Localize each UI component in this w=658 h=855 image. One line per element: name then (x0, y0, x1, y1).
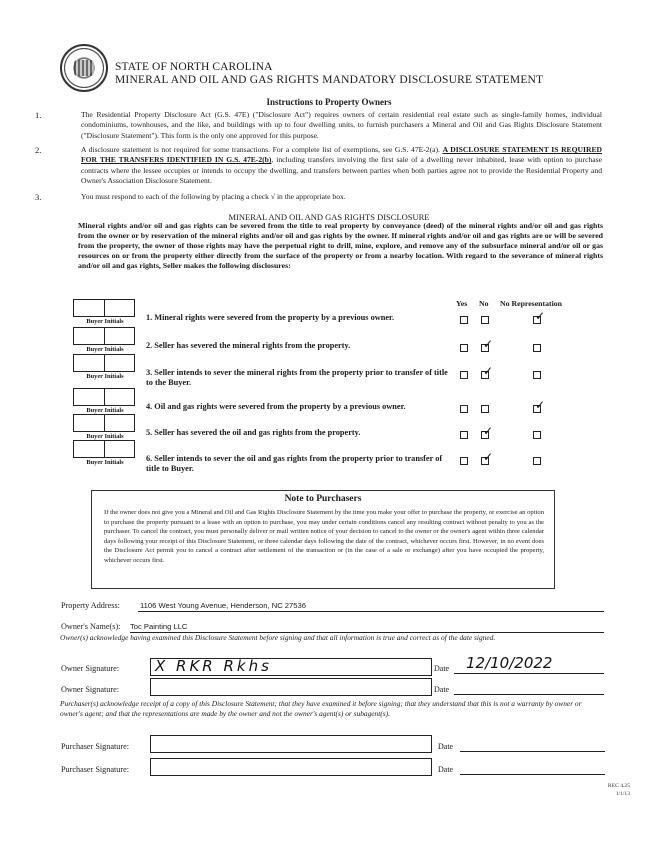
instruction-number-1: 1. (35, 110, 42, 120)
instructions-title: Instructions to Property Owners (266, 97, 392, 107)
instruction-2: A disclosure statement is not required for some transactions. For a complete list of exemptions, see G.S. 47E-2(a). A DISCLOSURE STATEMENT IS REQUIRED FOR THE TRANSFERS IDENTIFIED IN G.S. 47E-2(b), including transfers involving the first sale of a dwelling never inhabited, lease with option to purchase contracts where the lessee occupies or intends to occupy the dwelling, and transfers between parties when both parties agree not to provide the Residential Property and Owner's Association Disclosure Statement. (81, 145, 603, 185)
checkbox-yes[interactable] (460, 316, 468, 324)
purchaser-date-field-2[interactable] (460, 774, 605, 775)
instruction-number-3: 3. (35, 192, 42, 202)
buyer-initials-field[interactable] (73, 414, 135, 432)
checkbox-no-representation[interactable] (533, 405, 541, 413)
buyer-initials-field[interactable] (73, 299, 135, 317)
owner-signature-field-2[interactable] (150, 678, 432, 696)
buyer-initials-label: Buyer Initials (86, 373, 124, 380)
buyer-initials-label: Buyer Initials (86, 433, 124, 440)
property-address-field[interactable]: 1106 West Young Avenue, Henderson, NC 27536 (140, 601, 306, 610)
purchaser-signature-field-2[interactable] (150, 758, 432, 776)
purchaser-date-field-1[interactable] (460, 751, 605, 752)
note-to-purchasers (91, 490, 555, 589)
checkbox-no[interactable] (481, 457, 489, 465)
checkbox-no[interactable] (481, 344, 489, 352)
buyer-initials-field[interactable] (73, 327, 135, 345)
column-no-representation: No Representation (500, 299, 563, 308)
property-address-label: Property Address: (61, 601, 120, 610)
note-title: Note to Purchasers (284, 494, 362, 504)
checkbox-no[interactable] (481, 316, 489, 324)
purchaser-signature-label-2: Purchaser Signature: (61, 765, 129, 774)
owner-date-line-1 (454, 673, 604, 674)
disclosure-intro: Mineral rights and/or oil and gas rights can be severed from the title to real property by conveyance (deed) of the mineral rights and/or oil and gas rights from the owner or by reservation of the mineral rights and/or oil and gas rights by the owner. If mineral rights and/or oil and gas rights are or will be severed from the property, the owner of those rights may have the perpetual right to drill, mine, explore, and remove any of the subsurface mineral and/or oil or gas resources on or from the property either directly from the surface of the property or from a nearby location. With regard to the severance of mineral rights and/or oil and gas rights, Seller makes the following disclosures: (78, 221, 603, 270)
instruction-1: The Residential Property Disclosure Act (G.S. 47E) ("Disclosure Act") requires owners of certain residential real estate such as single-family homes, individual condominiums, townhouses, and the like, and buildings with up to four dwelling units, to furnish purchasers a Mineral and Oil and Gas Rights Disclosure Statement ("Disclosure Statement"). This form is the only one approved for this purpose. (81, 110, 602, 140)
property-address-line (138, 611, 604, 612)
column-yes: Yes (456, 299, 468, 308)
form-number: REC 4.25 (607, 783, 630, 789)
checkbox-no[interactable] (481, 431, 489, 439)
state-name: STATE OF NORTH CAROLINA (115, 61, 273, 73)
instruction-3: You must respond to each of the following by placing a check √ in the appropriate box. (81, 192, 346, 201)
purchaser-date-label-1: Date (438, 742, 454, 751)
checkbox-no-representation[interactable] (533, 457, 541, 465)
checkbox-yes[interactable] (460, 344, 468, 352)
buyer-initials-field[interactable] (73, 354, 135, 372)
buyer-initials-label: Buyer Initials (86, 459, 124, 466)
checkbox-yes[interactable] (460, 371, 468, 379)
disclosure-title: MINERAL AND OIL AND GAS RIGHTS DISCLOSURE (228, 212, 430, 222)
purchaser-acknowledgement: Purchaser(s) acknowledge receipt of a copy of this Disclosure Statement; that they have examined it before signing; that they understand that this is not a warranty by owner or owner's agent; and that the representations are made by the owner and not the owner's agent(s) or subagent(s). (60, 699, 582, 718)
buyer-initials-field[interactable] (73, 440, 135, 458)
owner-date-field-1[interactable]: 12/10/2022 (466, 654, 553, 672)
form-title: MINERAL AND OIL AND GAS RIGHTS MANDATORY DISCLOSURE STATEMENT (115, 74, 544, 86)
question-text: 5. Seller has severed the oil and gas rights from the property. (146, 428, 361, 437)
checkbox-yes[interactable] (460, 405, 468, 413)
owner-name-label: Owner's Name(s): (61, 622, 121, 631)
owner-signature-label-2: Owner Signature: (61, 685, 119, 694)
owner-signature-label-1: Owner Signature: (61, 664, 119, 673)
owner-date-label-1: Date (434, 664, 450, 673)
checkbox-yes[interactable] (460, 431, 468, 439)
question-text: 2. Seller has severed the mineral rights from the property. (146, 341, 351, 350)
column-no: No (479, 299, 489, 308)
checkbox-no[interactable] (481, 371, 489, 379)
note-body: If the owner does not give you a Mineral and Oil and Gas Rights Disclosure Statement by the time you make your offer to purchase the property, or exercise an option to purchase the property pursuant to a lease with an option to purchase, you may under certain conditions cancel any resulting contract without penalty to you as the purchaser. To cancel the contract, you must personally deliver or mail written notice of your decision to cancel to the owner or the owner's agent within three calendar days following your receipt of this Disclosure Statement, or three calendar days following the date of the contract, whichever occurs first. However, in no event does the Disclosure Act permit you to cancel a contract after settlement of the transaction or (in the case of a sale or exchange) after you have occupied the property, whichever occurs first. (104, 509, 544, 564)
owner-signature-field-1[interactable] (150, 658, 432, 676)
instruction-number-2: 2. (35, 145, 42, 155)
buyer-initials-label: Buyer Initials (86, 318, 124, 325)
owner-date-field-2[interactable] (454, 694, 604, 695)
purchaser-signature-field-1[interactable] (150, 735, 432, 753)
checkbox-yes[interactable] (460, 457, 468, 465)
purchaser-signature-label-1: Purchaser Signature: (61, 742, 129, 751)
buyer-initials-label: Buyer Initials (86, 407, 124, 414)
checkbox-no-representation[interactable] (533, 431, 541, 439)
checkbox-no[interactable] (481, 405, 489, 413)
checkbox-no-representation[interactable] (533, 344, 541, 352)
question-text: 3. Seller intends to sever the mineral rights from the property prior to transfer of title to the Buyer. (146, 368, 448, 387)
purchaser-date-label-2: Date (438, 765, 454, 774)
state-seal-icon (60, 44, 108, 92)
buyer-initials-field[interactable] (73, 388, 135, 406)
form-revision: 1/1/13 (615, 791, 630, 797)
checkbox-no-representation[interactable] (533, 316, 541, 324)
owner-name-field[interactable]: Toc Painting LLC (130, 622, 188, 631)
owner-date-label-2: Date (434, 685, 450, 694)
question-text: 4. Oil and gas rights were severed from the property by a previous owner. (146, 402, 406, 411)
checkbox-no-representation[interactable] (533, 371, 541, 379)
disclosure-required-emphasis: A DISCLOSURE STATEMENT IS REQUIRED FOR THE TRANSFERS IDENTIFIED IN G.S. 47E-2(b) (81, 145, 602, 165)
question-text: 1. Mineral rights were severed from the property by a previous owner. (146, 313, 395, 322)
owner-signature-value-1: X RKR Rkhs (155, 657, 272, 675)
buyer-initials-label: Buyer Initials (86, 346, 124, 353)
question-text: 6. Seller intends to sever the oil and gas rights from the property prior to transfer of title to Buyer. (146, 454, 443, 473)
owner-acknowledgement: Owner(s) acknowledge having examined this Disclosure Statement before signing and that all information is true and correct as of the date signed. (60, 633, 496, 642)
